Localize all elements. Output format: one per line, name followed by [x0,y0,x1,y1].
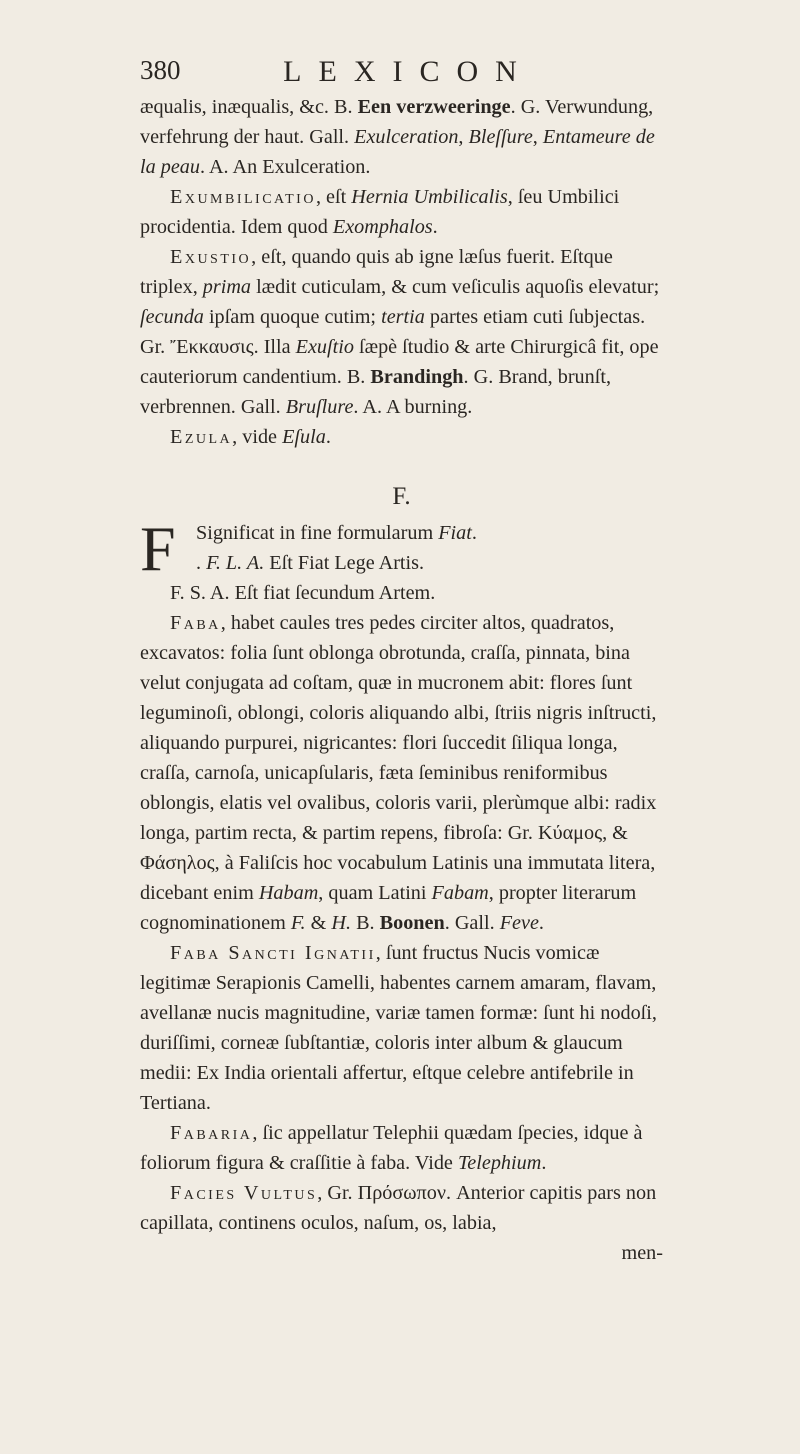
drop-cap: F [140,513,176,584]
entry-fsa: F. S. A. Eſt fiat ſecundum Artem. [170,582,436,604]
headword: Ezula [170,426,233,448]
greek-word: Κύαμος [538,822,603,844]
greek-word: Φάσηλος [140,852,215,874]
entry-exumbilicatio: Exumbilicatio, eſt Hernia Umbilicalis, ſeu Umbilici procidentia. Idem quod Exomphalos. [140,186,620,238]
catchword: men- [621,1242,663,1264]
entry-fabaria: Fabaria, ſic appellatur Telephii quædam ſpecies, idque à foliorum figura & craſſitie à faba. Vide Telephium. [140,1122,643,1174]
entry-ezula: Ezula, vide Eſula. [170,426,331,448]
headword: Facies Vultus [170,1182,318,1204]
entry-f-abbreviation: F Significat in fine formularum Fiat. . F. L. A. Eſt Fiat Lege Artis. [140,513,477,584]
greek-word: Ἔκκαυσις [170,336,254,358]
headword: Exustio [170,246,252,268]
entry-facies: Facies Vultus, Gr. Πρόσωπον. Anterior capitis pars non capillata, continens oculos, naſum, os, labia, [140,1182,657,1234]
entry-exustio: Exustio, eſt, quando quis ab igne læſus fuerit. Eſtque triplex, prima lædit cuticulam, & cum veſiculis aquoſis elevatur; ſecunda ipſam quoque cutim; tertia partes etiam cuti ſubjectas. Gr. Ἔκκαυσις. Illa Exuſtio ſæpè ſtudio & arte Chirurgicâ fit, ope cauteriorum candentium. B. Brandingh. G. Brand, brunſt, verbrennen. Gall. Bruſlure. A. A burning. [140,246,660,418]
headword: Faba Sancti Ignatii [170,942,376,964]
entry-exulceratio-continued: æqualis, inæqualis, &c. B. Een verzweeringe. G. Verwundung, verfehrung der haut. Gall. Exulceration, Bleſſure, Entameure de la peau. A. An Exulceration. [140,96,655,178]
page-number: 380 [140,55,181,85]
entry-faba-sancti-ignatii: Faba Sancti Ignatii, ſunt fructus Nucis vomicæ legitimæ Serapionis Camelli, habentes carnem amaram, flavam, avellanæ nucis magnitudine, variæ tamen formæ: ſunt hi nodoſi, duriſſimi, corneæ ſubſtantiæ, coloris inter album & glaucum medii: Ex India orientali affertur, eſtque celebre antifebrile in Tertiana. [140,942,657,1114]
headword: Faba [170,612,221,634]
page-header [140,55,660,95]
headword: Fabaria [170,1122,253,1144]
section-letter-heading: F. [392,483,411,510]
running-head: LEXICON [283,55,534,88]
text-block [140,92,663,1268]
headword: Exumbilicatio [170,186,316,208]
entry-faba: Faba, habet caules tres pedes circiter altos, quadratos, excavatos: folia ſunt oblonga obrotunda, craſſa, pinnata, bina velut conjugata ad coſtam, quæ in mucronem abit: flores ſunt leguminoſi, oblongi, coloris aliquando albi, ſtriis nigris inſtructi, aliquando purpurei, nigricantes: flori ſuccedit ſiliqua longa, craſſa, carnoſa, unicapſularis, fæta ſeminibus reniformibus oblongis, elatis vel ovalibus, coloris varii, plerùmque albi: radix longa, partim recta, & partim repens, fibroſa: Gr. Κύαμος, & Φάσηλος, à Faliſcis hoc vocabulum Latinis una immutata litera, dicebant enim Habam, quam Latini Fabam, propter literarum cognominationem F. & H. B. Boonen. Gall. Feve. [140,612,657,934]
greek-word: Πρόσωπον [357,1182,446,1204]
